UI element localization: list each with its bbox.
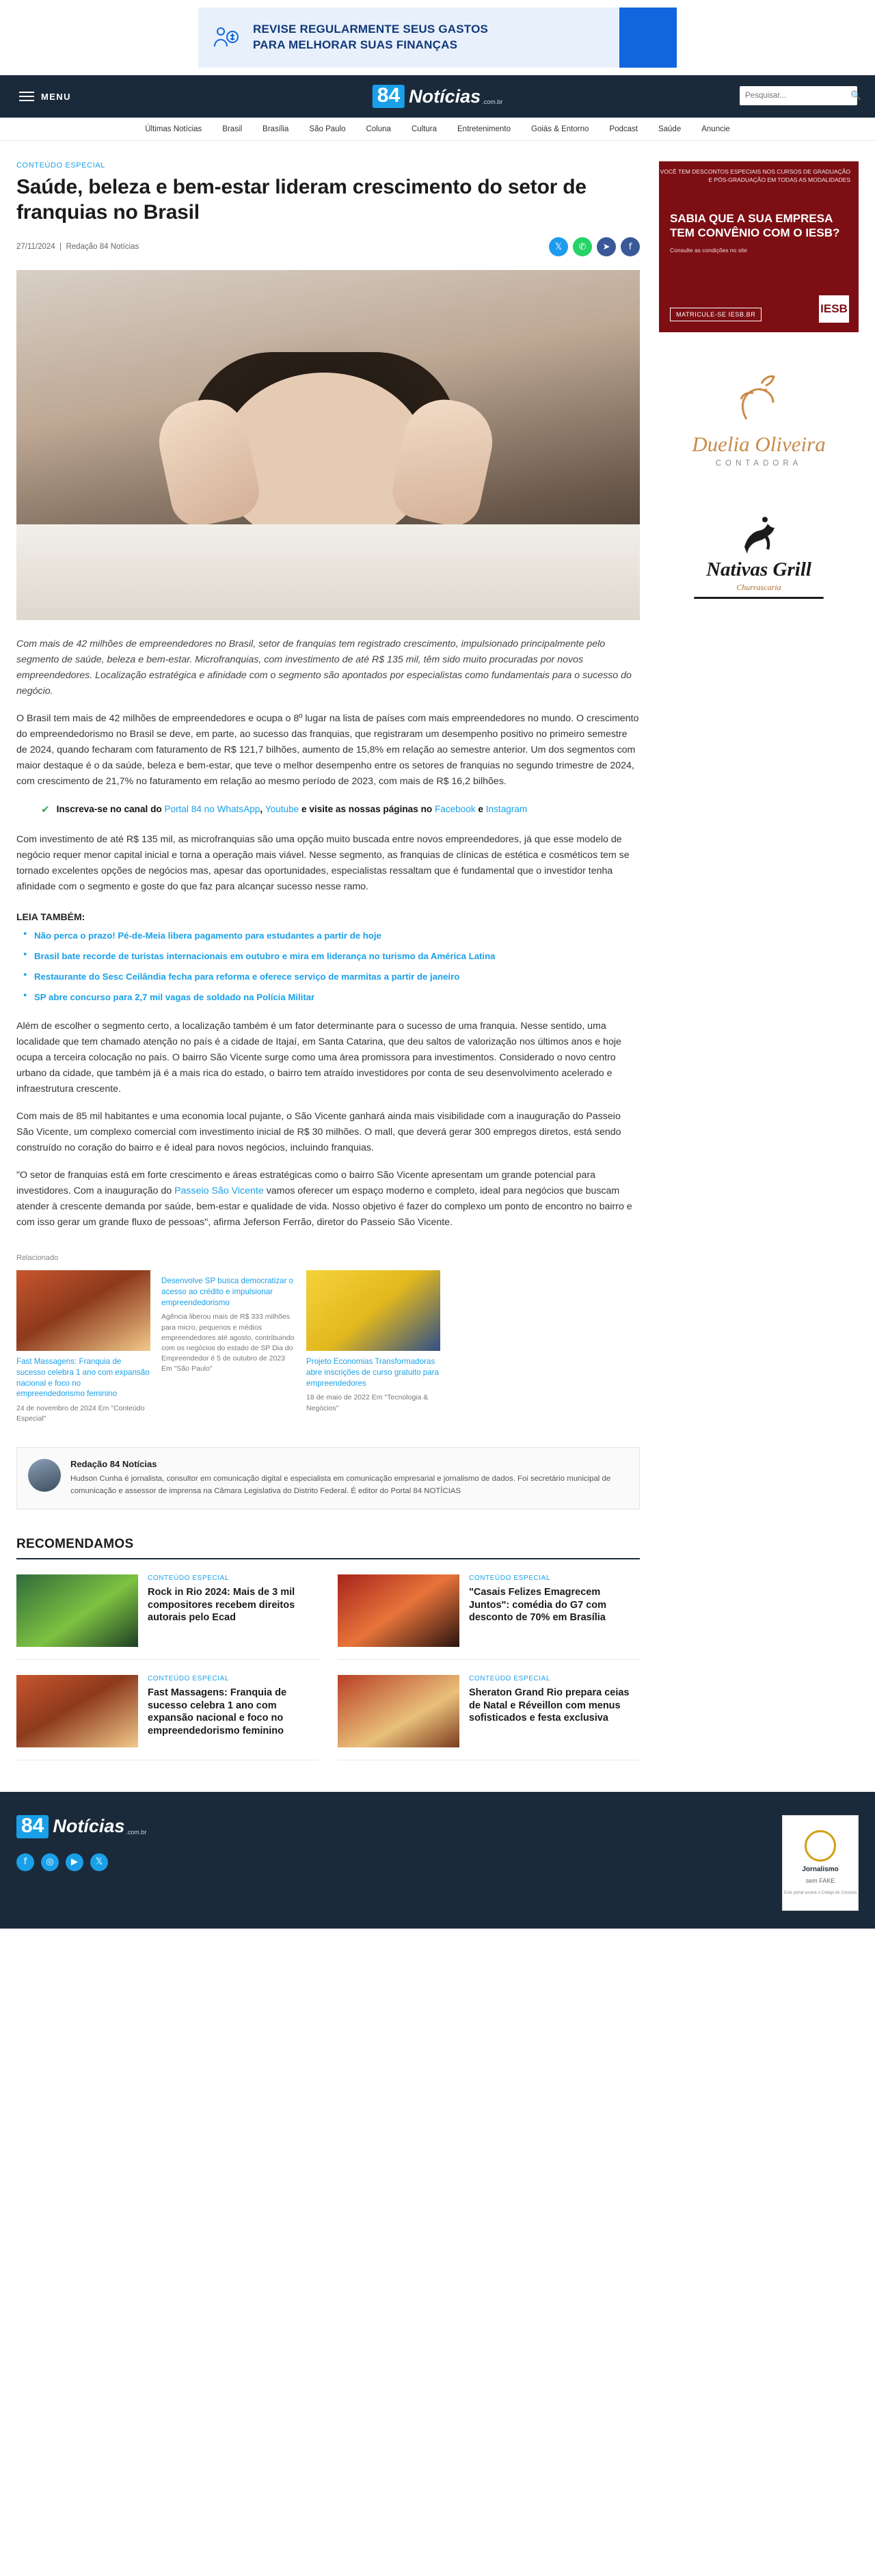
whatsapp-share-button[interactable]: ✆ <box>573 237 592 256</box>
article-hero-image <box>16 270 640 620</box>
footer-social-list <box>16 1853 146 1871</box>
footer-logo[interactable] <box>16 1815 146 1838</box>
channel-promo <box>41 802 640 818</box>
share-buttons <box>549 237 640 256</box>
related-sub-1: 24 de novembro de 2024 Em "Conteúdo Especial" <box>16 1404 145 1423</box>
nav-item-brasil[interactable]: Brasil <box>222 124 243 133</box>
seal-title: Jornalismo <box>802 1866 839 1874</box>
quote-link-passeio[interactable]: Passeio São Vicente <box>174 1185 264 1197</box>
rec-thumb-1 <box>16 1574 138 1647</box>
menu-label: MENU <box>41 91 71 102</box>
sidebar-ad-duelia[interactable] <box>659 350 859 487</box>
article-paragraph-5: Com mais de 85 mil habitantes e uma economia local pujante, o São Vicente ganhará ainda mais visibilidade com a inauguração do Passeio São Vicente, um complexo comercial com investimento inicial de R$ 30 milhões. O mall, que deverá gerar 300 empregos diretos, está sendo construído no coração do bairro e é ideal para novos negócios, incluindo franquias. <box>16 1111 621 1154</box>
nativas-horse-rider-icon <box>735 511 783 559</box>
related-thumb-3 <box>306 1270 440 1351</box>
seal-caption: Este portal assina o Código de Conduta <box>783 1891 857 1896</box>
search-box[interactable] <box>740 86 862 105</box>
list-item <box>34 950 640 963</box>
hamburger-icon <box>19 92 34 101</box>
author-name: Redação 84 Notícias <box>70 1459 157 1470</box>
banner-accent-block <box>619 8 677 68</box>
rec-kicker-2: CONTEÚDO ESPECIAL <box>469 1574 551 1582</box>
site-header <box>0 75 875 118</box>
footer-logo-84: 84 <box>16 1815 49 1838</box>
jornalismo-sem-fake-seal <box>782 1815 859 1911</box>
iesb-sub: Consulte as condições no site <box>670 247 747 254</box>
nativas-brand: Nativas Grill <box>706 559 811 580</box>
leia-link-1[interactable]: Não perca o prazo! Pé-de-Meia libera pagamento para estudantes a partir de hoje <box>34 930 381 941</box>
promo-link-facebook[interactable]: Facebook <box>434 804 476 815</box>
list-item[interactable] <box>338 1675 640 1760</box>
nav-item-ultimas-noticias[interactable]: Últimas Notícias <box>145 124 202 133</box>
search-icon[interactable]: 🔍 <box>850 90 862 100</box>
nativas-sub: Churrascaria <box>736 582 781 592</box>
seal-subtitle: sem FAKE <box>805 1877 835 1885</box>
list-item <box>34 991 640 1004</box>
article-column <box>16 161 640 1760</box>
nav-item-saude[interactable]: Saúde <box>658 124 682 133</box>
nav-item-goias-entorno[interactable]: Goiás & Entorno <box>531 124 589 133</box>
list-item[interactable] <box>338 1574 640 1660</box>
list-item[interactable] <box>306 1270 440 1424</box>
quote-before: "O setor de franquias está em forte crescimento e áreas estratégicas como o bairro São Vicente apresentam um grande potencial para investidores. Com a inauguração do <box>16 1170 596 1197</box>
promo-link-instagram[interactable]: Instagram <box>485 804 528 815</box>
site-logo[interactable] <box>373 85 502 108</box>
search-input[interactable] <box>745 92 850 100</box>
rec-thumb-2 <box>338 1574 459 1647</box>
sidebar-ad-iesb[interactable] <box>659 161 859 332</box>
seal-ribbon-icon <box>805 1830 836 1862</box>
article-paragraph-2: O Brasil tem mais de 42 milhões de empreendedores e ocupa o 8º lugar na lista de países com mais empreendedores no mundo. O crescimento do empreendedorismo no Brasil se deve, em parte, ao sucesso das franquias, que registraram um desempenho positivo no primeiro semestre de 2024, quando fecharam com faturamento de R$ 121,7 bilhões, aumento de 15,8% em relação ao semestre anterior. Um dos segmentos com maior destaque é o da saúde, beleza e bem-estar, que teve o melhor desempenho entre os setores de franquias no segundo trimestre de 2024, com crescimento de 21,7% no faturamento em relação ao mesmo período de 2023, com mais de R$ 16,2 bilhões. <box>16 713 639 788</box>
list-item[interactable] <box>16 1675 319 1760</box>
list-item <box>34 970 640 984</box>
twitter-icon[interactable]: 𝕏 <box>90 1853 108 1871</box>
footer-logo-domain: .com.br <box>126 1828 147 1836</box>
promo-prefix: Inscreva-se no canal do <box>56 804 165 815</box>
promo-mid2: e visite as nossas páginas no <box>299 804 435 815</box>
list-item <box>34 929 640 943</box>
promo-link-youtube[interactable]: Youtube <box>265 804 299 815</box>
check-icon: ✔ <box>41 804 50 816</box>
article-meta: 27/11/2024 | Redação 84 Notícias <box>16 243 139 252</box>
duelia-brand: Duelia Oliveira <box>692 431 826 456</box>
promo-link-whatsapp[interactable]: Portal 84 no WhatsApp <box>164 804 260 815</box>
article-date: 27/11/2024 <box>16 243 55 252</box>
related-title-2[interactable]: Desenvolve SP busca democratizar o acesso ao crédito e impulsionar empreendedorismo <box>161 1276 294 1307</box>
list-item[interactable] <box>16 1574 319 1660</box>
nav-item-entretenimento[interactable]: Entretenimento <box>457 124 511 133</box>
article-paragraph-3: Com investimento de até R$ 135 mil, as microfranquias são uma opção muito buscada entre novos empreendedores, já que esse modelo de negócio requer menor capital inicial e torna a operação mais viável. Nesse segmento, as franquias de clínicas de estética e cosméticos tem se tornado excelentes opções de negócios mas, apesar das oportunidades, especialistas ressaltam que é fundamental que o investidor tenha afinidade com o segmento e goste do que faz para alcançar sucesso nesse ramo. <box>16 834 630 893</box>
article-kicker: CONTEÚDO ESPECIAL <box>16 161 106 170</box>
author-box <box>16 1447 640 1509</box>
logo-word: Notícias <box>409 85 481 107</box>
rec-headline-2[interactable]: "Casais Felizes Emagrecem Juntos": comédia do G7 com desconto de 70% em Brasília <box>469 1586 607 1624</box>
leia-link-2[interactable]: Brasil bate recorde de turistas internacionais em outubro e mira em liderança no turismo da América Latina <box>34 950 496 961</box>
article-author: Redação 84 Notícias <box>66 243 139 252</box>
sidebar-ad-nativas[interactable] <box>659 494 859 617</box>
footer-logo-word: Notícias <box>53 1816 125 1837</box>
iesb-headline: SABIA QUE A SUA EMPRESA TEM CONVÊNIO COM O IESB? <box>670 212 840 239</box>
instagram-icon[interactable]: ◎ <box>41 1853 59 1871</box>
nav-item-sao-paulo[interactable]: São Paulo <box>309 124 346 133</box>
youtube-icon[interactable]: ▶ <box>66 1853 83 1871</box>
twitter-share-button[interactable]: 𝕏 <box>549 237 568 256</box>
promo-mid3: e <box>475 804 486 815</box>
top-ad-banner[interactable] <box>198 8 677 68</box>
finance-person-icon <box>198 8 253 68</box>
rec-thumb-3 <box>16 1675 138 1747</box>
relacionado-label: Relacionado <box>16 1254 59 1263</box>
related-sub-3: 18 de maio de 2022 Em "Tecnologia & Negócios" <box>306 1393 429 1412</box>
duelia-rooster-icon <box>726 370 792 432</box>
article-paragraph-quote <box>16 1168 640 1231</box>
relacionado-grid <box>16 1270 640 1424</box>
recomendamos-title: RECOMENDAMOS <box>16 1537 640 1559</box>
telegram-share-button[interactable]: ➤ <box>597 237 616 256</box>
rec-thumb-4 <box>338 1675 459 1747</box>
list-item[interactable] <box>16 1270 150 1424</box>
rec-headline-1[interactable]: Rock in Rio 2024: Mais de 3 mil compositores recebem direitos autorais pelo Ecad <box>148 1586 295 1624</box>
rec-kicker-4: CONTEÚDO ESPECIAL <box>469 1674 551 1682</box>
leia-link-4[interactable]: SP abre concurso para 2,7 mil vagas de soldado na Polícia Militar <box>34 991 315 1002</box>
promo-mid: , <box>260 804 265 815</box>
leia-tambem-title: LEIA TAMBÉM: <box>16 911 85 923</box>
rec-kicker-1: CONTEÚDO ESPECIAL <box>148 1574 230 1582</box>
channel-promo-text <box>57 802 528 817</box>
logo-domain: .com.br <box>482 98 503 105</box>
banner-line-2: PARA MELHORAR SUAS FINANÇAS <box>253 38 458 51</box>
article-paragraph-lead: Com mais de 42 milhões de empreendedores no Brasil, setor de franquias tem registrado crescimento, impulsionado principalmente pelo segmento de saúde, beleza e bem-estar. Microfranquias, com investimento de até R$ 135 mil, têm sido muito procuradas por novos empreendedores. Localização estratégica e afinidade com o segmento são apontados por especialistas como fundamentais para o sucesso do negócio. <box>16 639 632 697</box>
rec-kicker-3: CONTEÚDO ESPECIAL <box>148 1674 230 1682</box>
menu-button[interactable] <box>19 92 71 102</box>
article-paragraph-4: Além de escolher o segmento certo, a localização também é um fator determinante para o sucesso de uma franquia. Nesse sentido, uma localidade que tem chamado atenção no país é a cidade de Itajaí, em Santa Catarina, que deu saltos de valorização nos últimos anos e hoje ocupa a terceira colocação no país. O bairro São Vicente surge como uma área promissora para investimentos. Considerado o novo centro urbano da cidade, que também já é a mais rica do estado, o bairro tem atraído investidores por conta de seu desenvolvimento acelerado e infraestrutura crescente. <box>16 1021 621 1095</box>
sidebar <box>659 161 859 1760</box>
list-item[interactable] <box>161 1270 295 1424</box>
facebook-share-button[interactable]: f <box>621 237 640 256</box>
page-title: Saúde, beleza e bem-estar lideram crescimento do setor de franquias no Brasil <box>16 176 587 224</box>
content-area <box>16 141 859 1760</box>
nav-item-coluna[interactable]: Coluna <box>366 124 391 133</box>
recomendamos-grid <box>16 1574 640 1760</box>
related-thumb-1 <box>16 1270 150 1351</box>
avatar <box>28 1459 61 1492</box>
banner-line-1: REVISE REGULARMENTE SEUS GASTOS <box>253 23 489 36</box>
rec-headline-4[interactable]: Sheraton Grand Rio prepara ceias de Natal e Réveillon com menus sofisticados e festa exclusiva <box>469 1687 630 1724</box>
main-nav <box>0 118 875 141</box>
leia-tambem-list <box>34 929 640 1004</box>
iesb-tagline: VOCÊ TEM DESCONTOS ESPECIAIS NOS CURSOS DE GRADUAÇÃO E PÓS-GRADUAÇÃO EM TODAS AS MODALIDADES <box>660 168 850 183</box>
iesb-cta-button[interactable]: MATRICULE-SE IESB.BR <box>670 308 762 321</box>
facebook-icon[interactable]: f <box>16 1853 34 1871</box>
leia-link-3[interactable]: Restaurante do Sesc Ceilândia fecha para reforma e oferece serviço de marmitas a partir de janeiro <box>34 971 460 982</box>
nativas-divider <box>694 597 824 599</box>
nav-item-cultura[interactable]: Cultura <box>411 124 438 133</box>
logo-84: 84 <box>373 85 405 108</box>
iesb-logo: IESB <box>819 295 849 323</box>
hero-towel-shape <box>16 524 640 620</box>
footer-inner <box>16 1815 859 1911</box>
rec-headline-3[interactable]: Fast Massagens: Franquia de sucesso celebra 1 ano com expansão nacional e foco no empreendedorismo feminino <box>148 1687 287 1737</box>
site-footer <box>0 1792 875 1929</box>
related-sub-2: Agência liberou mais de R$ 333 milhões para micro, pequenos e médios empreendedores até agosto, contribuindo com os negócios do estado de SP Dia do Empreendedor é 5 de outubro de 2023 Em "São Paulo" <box>161 1313 295 1373</box>
duelia-sub: CONTADORA <box>715 459 803 468</box>
related-title-1[interactable]: Fast Massagens: Franquia de sucesso celebra 1 ano com expansão nacional e foco no empreendedorismo feminino <box>16 1357 150 1399</box>
top-ad-banner-wrap <box>0 0 875 75</box>
quote-after: vamos oferecer um espaço moderno e completo, ideal para negócios que buscam atender à crescente demanda por saúde, bem-estar e qualidade de vida. Nosso objetivo é fazer do complexo um ponto de encontro no bairro e com isso gerar um grande fluxo de pessoas", afirma Jeferson Ferrão, diretor do Passeio São Vicente. <box>16 1185 632 1229</box>
related-title-3[interactable]: Projeto Economias Transformadoras abre inscrições de curso gratuito para empreendedores <box>306 1357 439 1388</box>
nav-item-anuncie[interactable]: Anuncie <box>701 124 730 133</box>
article-meta-row <box>16 237 640 256</box>
nav-item-brasilia[interactable]: Brasília <box>262 124 289 133</box>
author-bio: Hudson Cunha é jornalista, consultor em comunicação digital e especialista em comunicação empresarial e jornalismo de dados. Foi secretário municipal de comunicação e assessor de imprensa na Câmara Legislativa do Distrito Federal. É editor do Portal 84 NOTÍCIAS <box>70 1475 611 1496</box>
nav-item-podcast[interactable]: Podcast <box>609 124 638 133</box>
